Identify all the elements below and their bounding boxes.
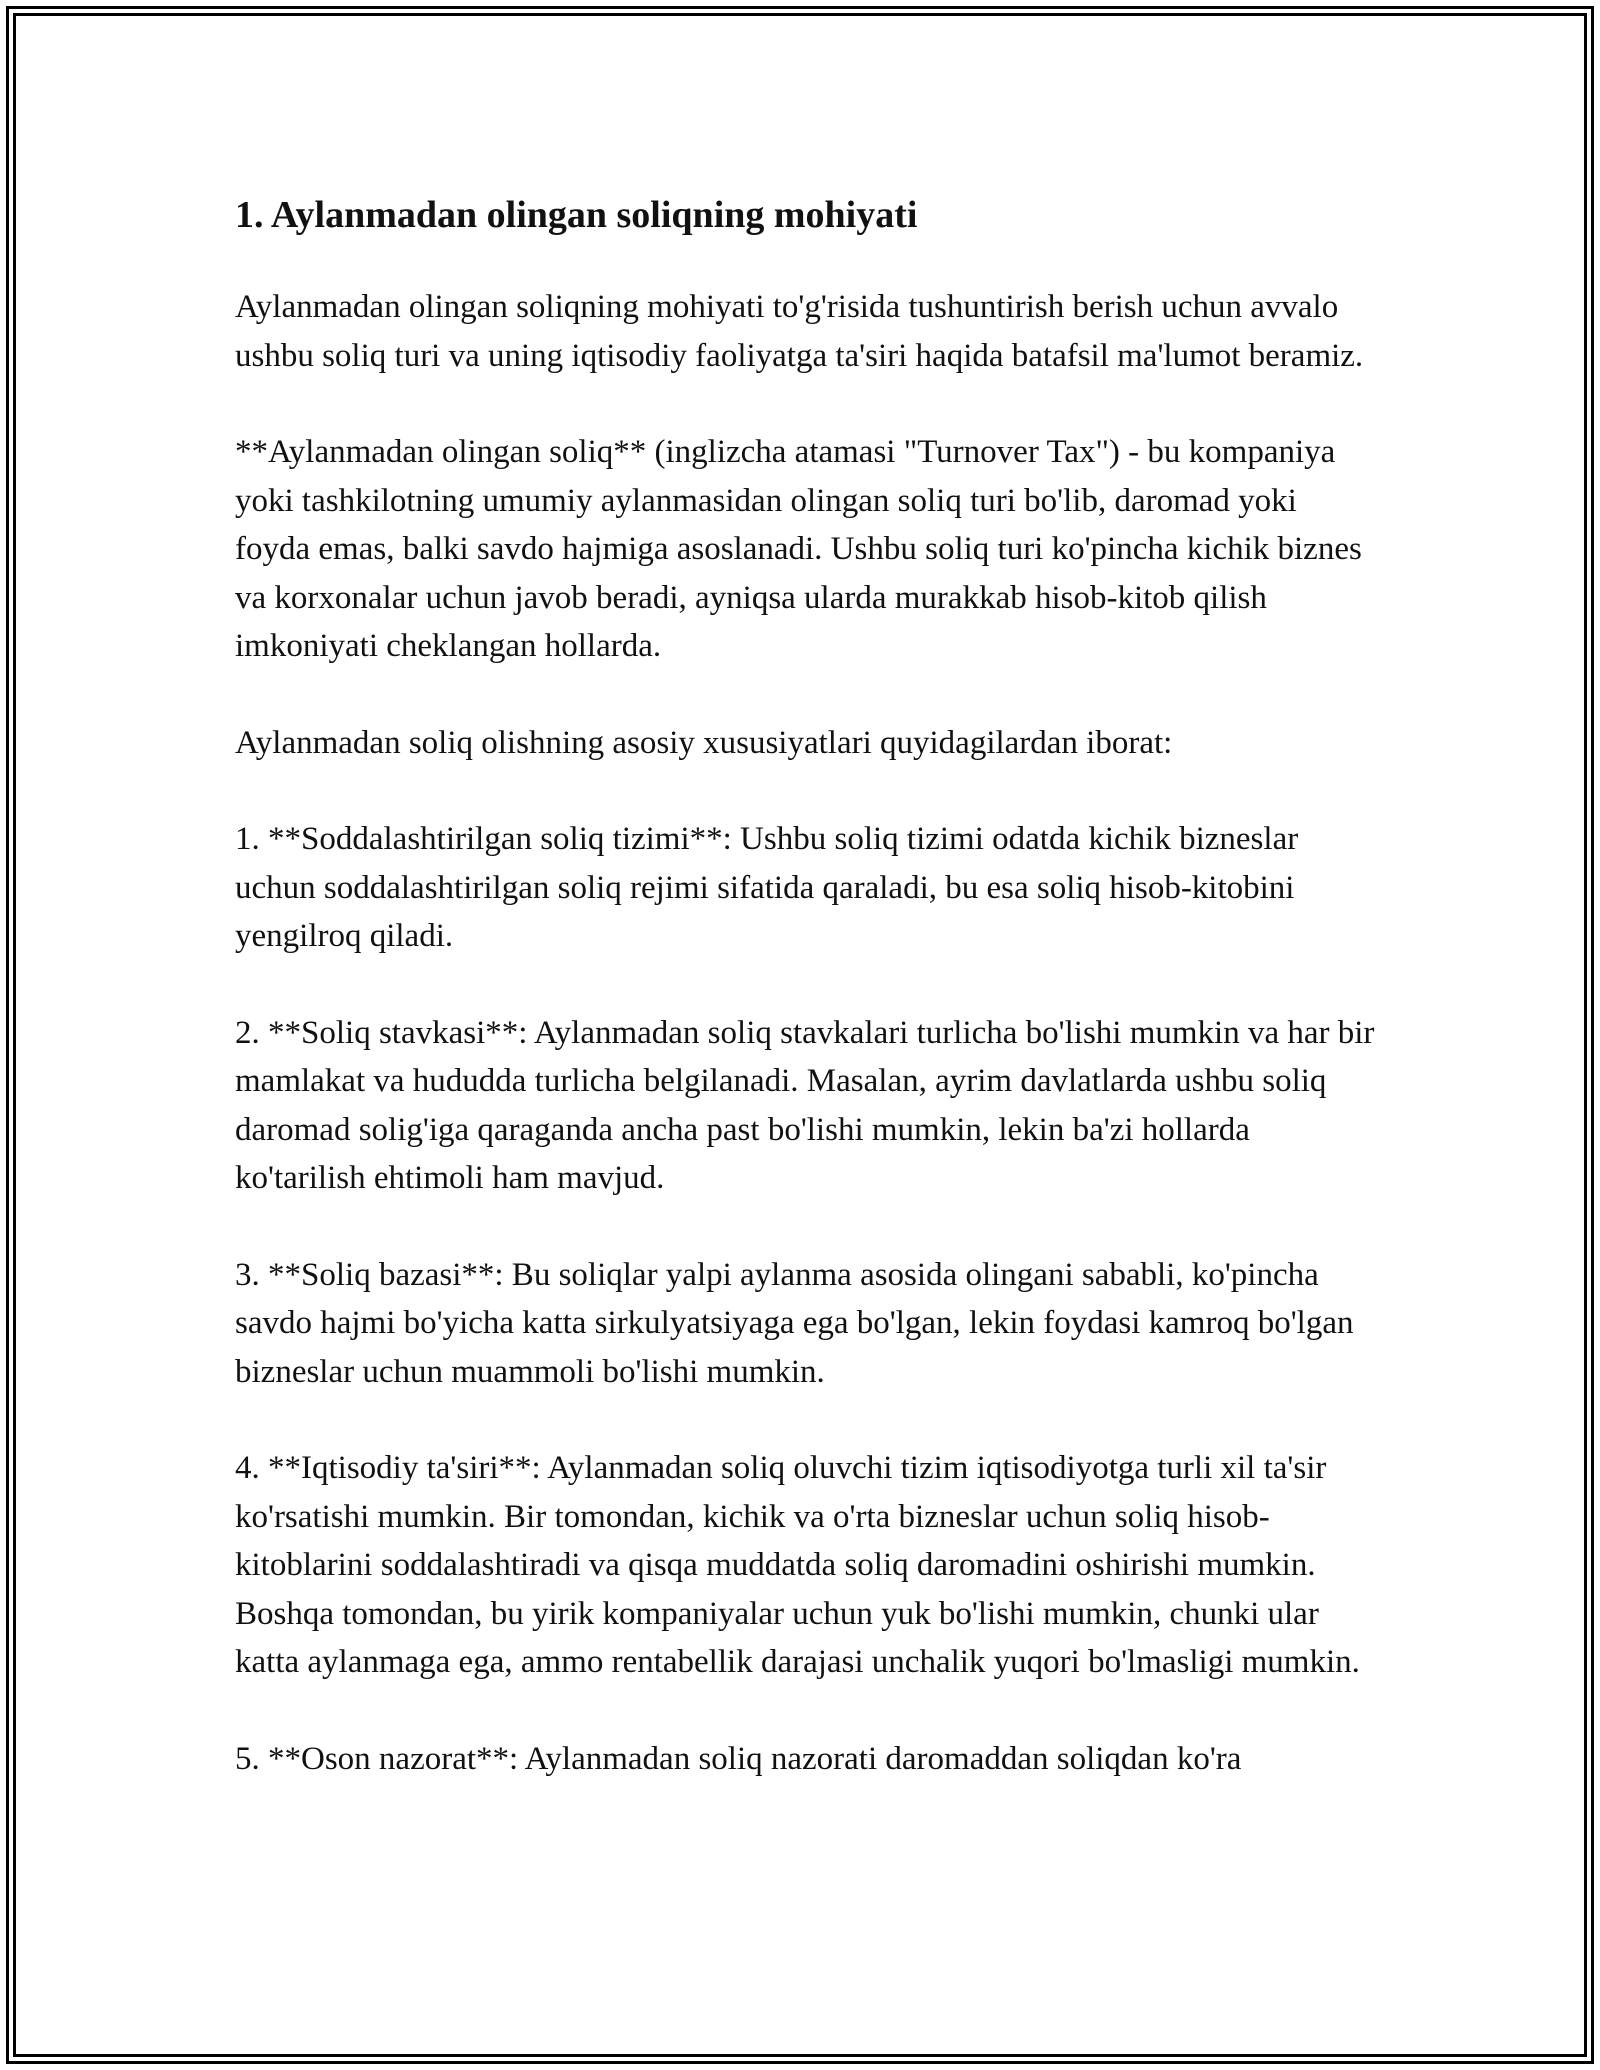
list-item-economic-impact: 4. **Iqtisodiy ta'siri**: Aylanmadan soliq oluvchi tizim iqtisodiyotga turli xil ta'sir ko'rsatishi mumkin. Bir tomondan, kichik va o'rta bizneslar uchun soliq hisob-kitoblarini soddalashtiradi va qisqa muddatda soliq daromadini oshirishi mumkin. Boshqa tomondan, bu yirik kompaniyalar uchun yuk bo'lishi mumkin, chunki ular katta aylanmaga ega, ammo rentabellik darajasi unchalik yuqori bo'lmasligi mumkin. <box>235 1450 1360 1680</box>
definition-paragraph: **Aylanmadan olingan soliq** (inglizcha atamasi "Turnover Tax") - bu kompaniya yoki tashkilotning umumiy aylanmasidan olingan soliq turi bo'lib, daromad yoki foyda emas, balki savdo hajmiga asoslanadi. Ushbu soliq turi ko'pincha kichik biznes va korxonalar uchun javob beradi, ayniqsa ularda murakkab hisob-kitob qilish imkoniyati cheklangan hollarda. <box>235 434 1362 664</box>
section-heading: 1. Aylanmadan olingan soliqning mohiyati <box>235 194 918 236</box>
intro-paragraph: Aylanmadan olingan soliqning mohiyati to'g'risida tushuntirish berish uchun avvalo ushbu soliq turi va uning iqtisodiy faoliyatga ta'siri haqida batafsil ma'lumot beramiz. <box>235 289 1364 374</box>
document-body <box>235 183 1375 1831</box>
features-intro-paragraph: Aylanmadan soliq olishning asosiy xususiyatlari quyidagilardan iborat: <box>235 724 1173 761</box>
list-item-simplified-system: 1. **Soddalashtirilgan soliq tizimi**: Ushbu soliq tizimi odatda kichik bizneslar uchun soddalashtirilgan soliq rejimi sifatida qaraladi, bu esa soliq hisob-kitobini yengilroq qiladi. <box>235 821 1299 954</box>
list-item-easy-control: 5. **Oson nazorat**: Aylanmadan soliq nazorati daromaddan soliqdan ko'ra <box>235 1740 1242 1777</box>
list-item-tax-rate: 2. **Soliq stavkasi**: Aylanmadan soliq stavkalari turlicha bo'lishi mumkin va har bir mamlakat va hududda turlicha belgilanadi. Masalan, ayrim davlatlarda ushbu soliq daromad solig'iga qaraganda ancha past bo'lishi mumkin, lekin ba'zi hollarda ko'tarilish ehtimoli ham mavjud. <box>235 1014 1375 1196</box>
list-item-tax-base: 3. **Soliq bazasi**: Bu soliqlar yalpi aylanma asosida olingani sababli, ko'pincha savdo hajmi bo'yicha katta sirkulyatsiyaga ega bo'lgan, lekin foydasi kamroq bo'lgan bizneslar uchun muammoli bo'lishi mumkin. <box>235 1256 1354 1390</box>
